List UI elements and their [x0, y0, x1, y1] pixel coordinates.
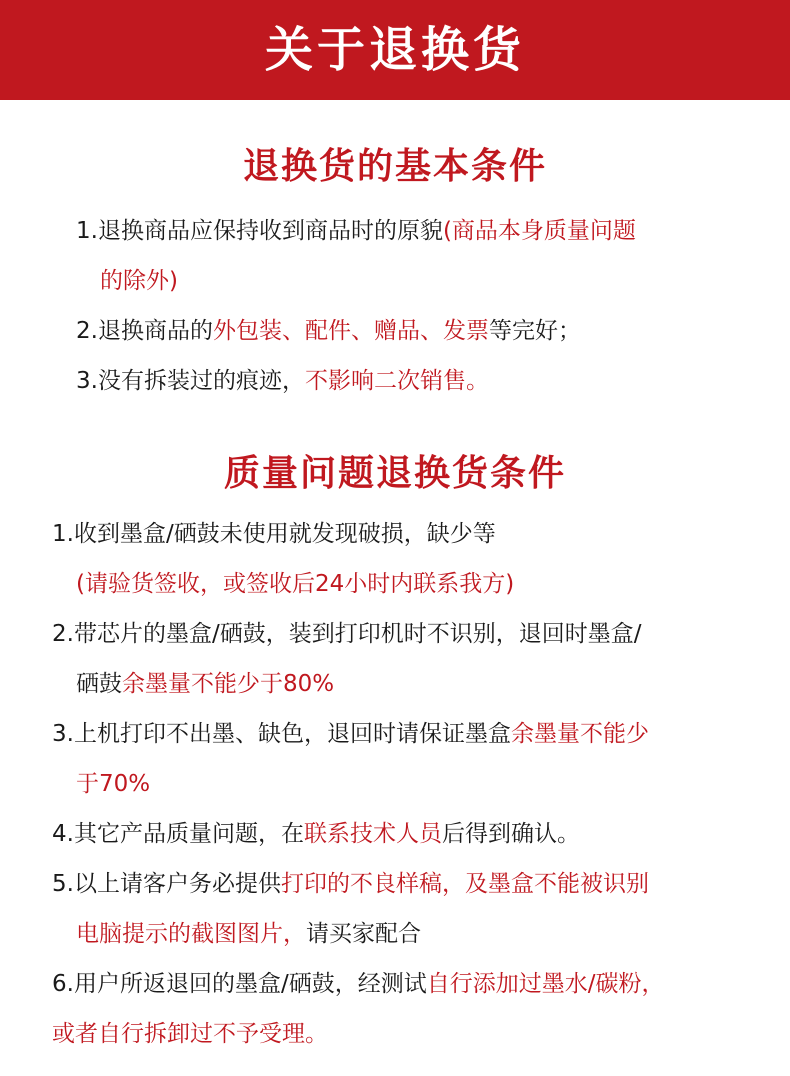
quality-item-5-cont: 电脑提示的截图图片，请买家配合 [76, 921, 421, 947]
quality-item-2: 2.带芯片的墨盒/硒鼓，装到打印机时不识别，退回时墨盒/ [52, 621, 642, 647]
basic-item-1-cont: 的除外) [100, 268, 178, 294]
page-banner: 关于退换货 [0, 0, 790, 100]
basic-item-3: 3.没有拆装过的痕迹，不影响二次销售。 [76, 368, 489, 394]
quality-item-3-cont: 于70% [76, 771, 151, 797]
quality-item-3: 3.上机打印不出墨、缺色，退回时请保证墨盒余墨量不能少 [52, 721, 649, 747]
quality-item-6-cont: 或者自行拆卸过不予受理。 [52, 1021, 328, 1047]
section-title-quality: 质量问题退换货条件 [223, 453, 566, 494]
quality-item-4: 4.其它产品质量问题，在联系技术人员后得到确认。 [52, 821, 580, 847]
quality-item-6: 6.用户所返退回的墨盒/硒鼓，经测试自行添加过墨水/碳粉， [52, 971, 665, 997]
quality-item-5: 5.以上请客户务必提供打印的不良样稿，及墨盒不能被识别 [52, 871, 649, 897]
quality-item-1: 1.收到墨盒/硒鼓未使用就发现破损，缺少等 [52, 521, 496, 547]
quality-item-1-cont: (请验货签收，或签收后24小时内联系我方) [76, 571, 515, 597]
basic-item-1: 1.退换商品应保持收到商品时的原貌(商品本身质量问题 [76, 218, 636, 244]
quality-item-2-cont: 硒鼓余墨量不能少于80% [76, 671, 335, 697]
section-title-basic: 退换货的基本条件 [242, 146, 547, 187]
basic-item-2: 2.退换商品的外包装、配件、赠品、发票等完好； [76, 318, 581, 344]
